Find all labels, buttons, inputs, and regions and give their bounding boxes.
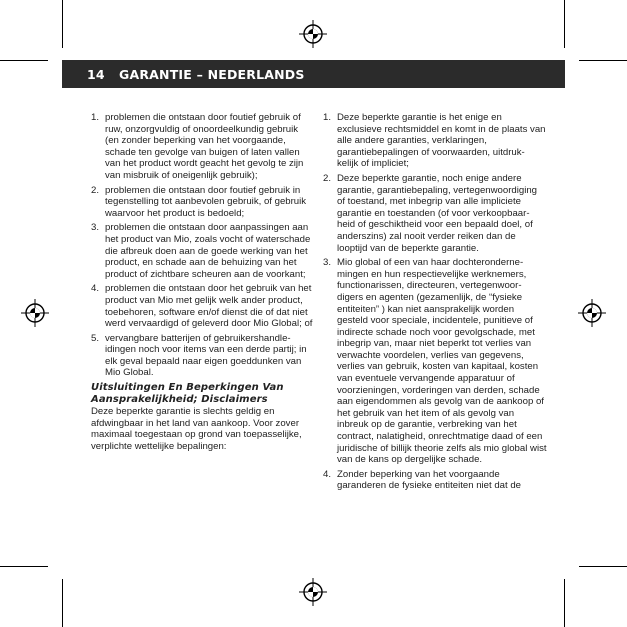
page-number: 14 bbox=[87, 66, 105, 82]
list-text: Deze beperkte garantie is het enige en exclusieve rechtsmiddel en komt in de plaats van alle andere garanties, verklaringen, garantiebepalingen of voorwaarden, uitdruk- kelijk of impliciet; bbox=[337, 112, 546, 170]
list-number: 3. bbox=[91, 222, 100, 234]
list-text: problemen die ontstaan door foutief gebruik in tegenstelling tot aanbevolen gebruik, of gebruik waarvoor het product is bedoeld; bbox=[105, 184, 307, 219]
list-text: Mio global of een van haar dochteronderne- mingen en hun respectievelijke werknemers, functionarissen, directeuren, vertegenwoor- digers en agenten (gezamenlijk, de “fysieke entiteiten” ) kan niet aansprakelijk worden gesteld voor speciale, incidentele, punitieve of indirecte schade noch voor gevolgschade, met inbegrip van, maar niet beperkt tot verlies van verwachte voordelen, verlies van gegevens, verlies van gebruik, kosten van kapitaal, kosten van eventuele vervangende apparatuur of voorzieningen, vorderingen van derden, schade aan eigendommen als gevolg van de aankoop of het gebruik van het item of als gevolg van inbreuk op de garantie, verbreking van het contract, nalatigheid, onrechtmatige daad of een juridische of billijk theorie zelfs als mio global wist van de kans op dergelijke schade. bbox=[337, 257, 547, 466]
registration-mark-icon bbox=[21, 299, 49, 327]
list-text: problemen die ontstaan door aanpassingen aan het product van Mio, zoals vocht of waterschade die afbreuk doen aan de goede werking van het product, en schade aan de behuizing van het product of zichtbare scheuren aan de voorkant; bbox=[105, 222, 311, 280]
list-item bbox=[323, 112, 547, 170]
body-paragraph: Deze beperkte garantie is slechts geldig en afdwingbaar in het land van aankoop. Voor zover maximaal toegestaan op grond van toepasselijke, verplichte wettelijke bepalingen: bbox=[91, 406, 302, 452]
crop-mark bbox=[564, 579, 565, 627]
exclusions-list bbox=[91, 112, 313, 379]
list-item bbox=[91, 283, 313, 329]
list-item bbox=[323, 469, 547, 492]
registration-mark-icon bbox=[578, 299, 606, 327]
right-column bbox=[323, 112, 547, 495]
list-text: Zonder beperking van het voorgaande garanderen de fysieke entiteiten niet dat de bbox=[337, 468, 522, 492]
list-item bbox=[91, 222, 313, 280]
crop-mark bbox=[62, 579, 63, 627]
list-number: 1. bbox=[323, 112, 332, 123]
list-item bbox=[91, 112, 313, 182]
page-title: GARANTIE – NEDERLANDS bbox=[119, 66, 305, 82]
crop-mark bbox=[579, 60, 627, 61]
crop-mark bbox=[579, 566, 627, 567]
list-number: 3. bbox=[323, 257, 332, 269]
left-column bbox=[91, 112, 313, 452]
crop-mark bbox=[62, 0, 63, 48]
crop-mark bbox=[0, 60, 48, 61]
registration-mark-icon bbox=[299, 578, 327, 606]
list-number: 4. bbox=[323, 468, 332, 480]
limitations-list bbox=[323, 112, 547, 492]
list-number: 2. bbox=[91, 184, 100, 196]
crop-mark bbox=[0, 566, 48, 567]
list-number: 2. bbox=[323, 172, 332, 184]
section-subheading: Uitsluitingen En Beperkingen Van Aansprakelijkheid; Disclaimers bbox=[91, 382, 284, 406]
list-item bbox=[323, 173, 547, 254]
crop-mark bbox=[564, 0, 565, 48]
registration-mark-icon bbox=[299, 20, 327, 48]
list-number: 1. bbox=[91, 112, 100, 123]
list-number: 4. bbox=[91, 283, 100, 295]
list-number: 5. bbox=[91, 332, 100, 344]
page-header bbox=[62, 60, 565, 88]
list-item bbox=[91, 185, 313, 220]
list-item bbox=[323, 257, 547, 466]
list-text: Deze beperkte garantie, noch enige andere garantie, garantiebepaling, vertegenwoordiging of toestand, met inbegrip van alle impliciete garantie en toestanden (of voor verkoopbaar- heid of geschiktheid voor een bepaald doel, of anderszins) zal nooit verder reiken dan de looptijd van de beperkte garantie. bbox=[337, 172, 538, 254]
list-item bbox=[91, 333, 313, 379]
list-text: problemen die ontstaan door het gebruik van het product van Mio met gelijk welk ander product, toebehoren, software en/of dienst die of dat niet werd vervaardigd of geleverd door Mio Global; of bbox=[105, 283, 313, 330]
list-text: problemen die ontstaan door foutief gebruik of ruw, onzorgvuldig of onoordeelkundig gebruik (en zonder beperking van het voorgaande, schade ten gevolge van buigen of laten vallen van het product wordt geacht het gevolg te zijn van misbruik of oneigenlijk gebruik); bbox=[105, 112, 304, 181]
list-text: vervangbare batterijen of gebruikershandle- idingen noch voor items van een derde partij; in elk geval bepaald naar eigen goeddunken van Mio Global. bbox=[105, 332, 307, 379]
